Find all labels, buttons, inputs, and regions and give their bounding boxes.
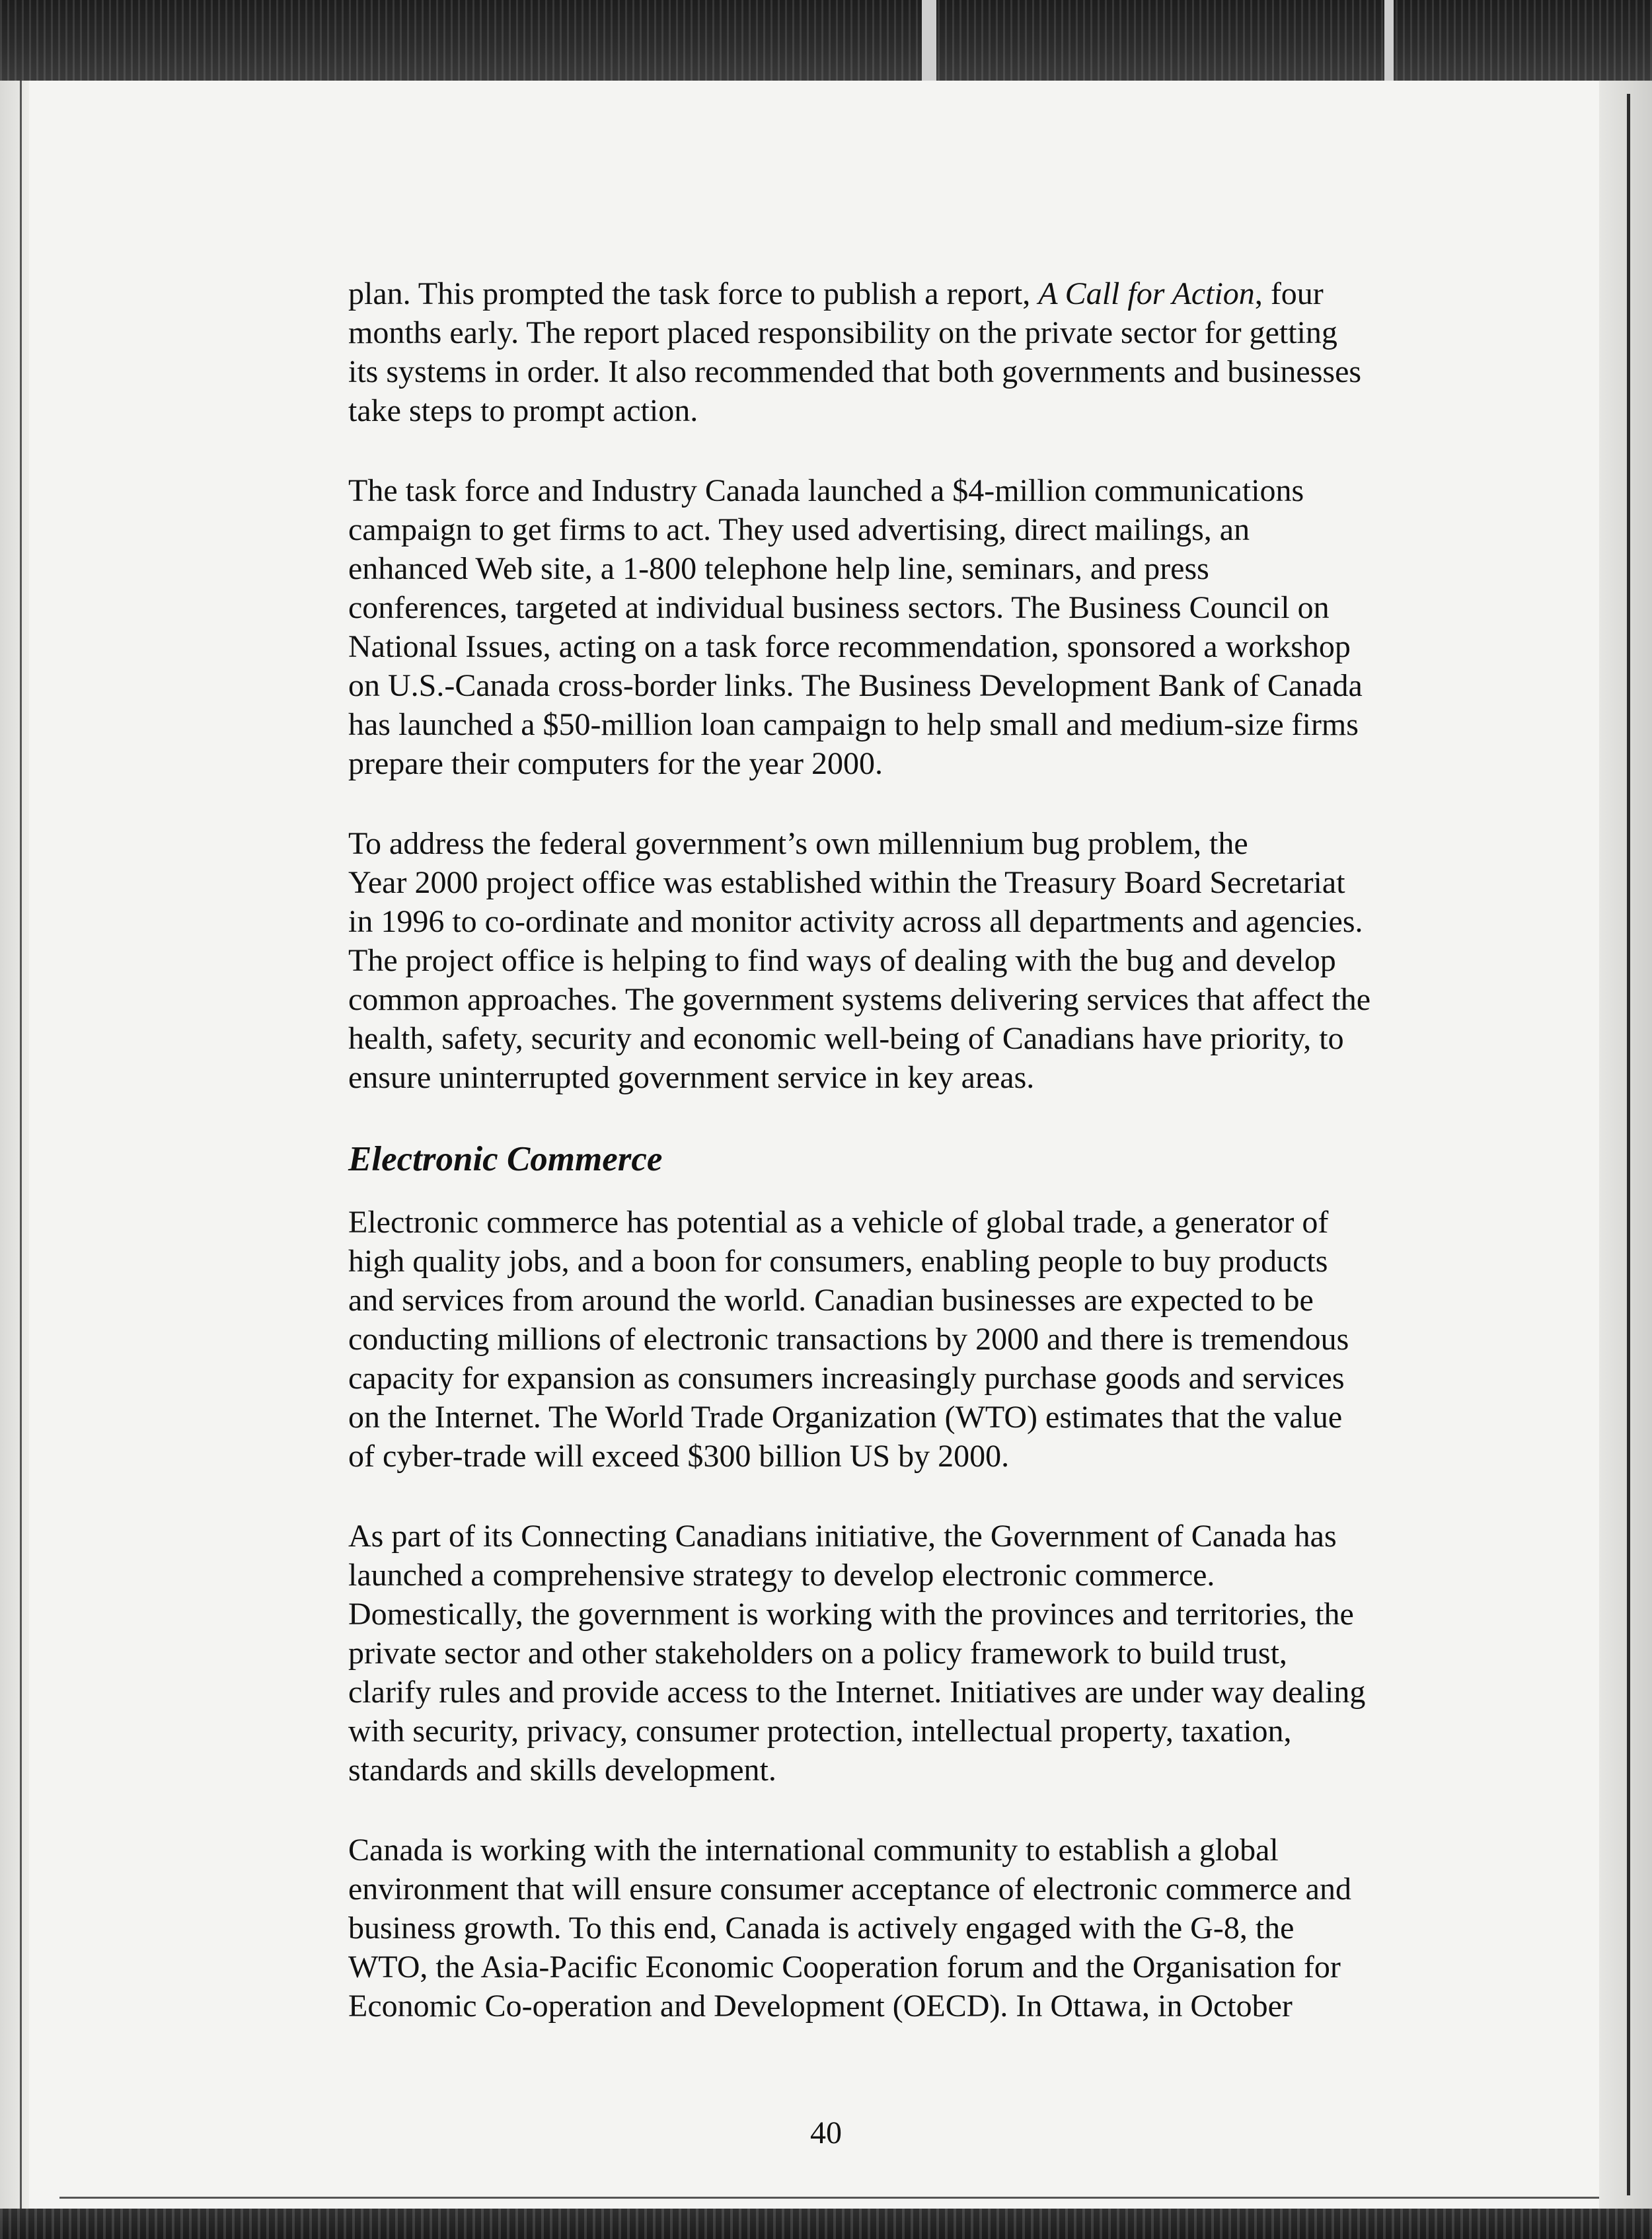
scan-top-border [0,0,1652,81]
text-line: As part of its Connecting Canadians initiative, the Government of Canada has [348,1519,1337,1554]
text-line: its systems in order. It also recommended that both governments and businesses [348,354,1362,389]
text-line: enhanced Web site, a 1-800 telephone help line, seminars, and press [348,551,1209,586]
text-line: Electronic commerce has potential as a vehicle of global trade, a generator of [348,1205,1329,1240]
text-line: business growth. To this end, Canada is actively engaged with the G-8, the [348,1911,1295,1946]
text-line: WTO, the Asia-Pacific Economic Cooperation forum and the Organisation for [348,1950,1341,1985]
paragraph [348,1831,1439,2026]
scan-top-gap [1384,0,1394,81]
text-line: The task force and Industry Canada launched a $4-million communications [348,473,1304,508]
scan-left-border [0,81,29,2209]
text-segment: , four [1254,276,1324,311]
page-number: 40 [810,2115,842,2150]
text-line: The project office is helping to find ways of dealing with the bug and develop [348,943,1336,978]
scan-left-line [20,81,22,2209]
text-line: common approaches. The government systems delivering services that affect the [348,982,1371,1017]
text-line: and services from around the world. Canadian businesses are expected to be [348,1283,1314,1318]
text-line: Year 2000 project office was established within the Treasury Board Secretariat [348,865,1345,900]
text-line: launched a comprehensive strategy to develop electronic commerce. [348,1558,1215,1593]
paragraph [348,1517,1439,1790]
text-line: standards and skills development. [348,1753,776,1788]
text-line: take steps to prompt action. [348,393,698,428]
text-line [348,274,1439,313]
page-bottom-rule [59,2197,1599,2199]
text-line: Domestically, the government is working with the provinces and territories, the [348,1597,1354,1632]
text-line: Canada is working with the international community to establish a global [348,1833,1279,1868]
text-line: private sector and other stakeholders on a policy framework to build trust, [348,1636,1287,1671]
text-line: clarify rules and provide access to the Internet. Initiatives are under way dealing [348,1675,1366,1710]
document-body [348,274,1439,2067]
section-heading: Electronic Commerce [348,1140,663,1178]
text-line: environment that will ensure consumer acceptance of electronic commerce and [348,1872,1351,1907]
paragraph [348,274,1439,430]
text-line: health, safety, security and economic well-being of Canadians have priority, to [348,1021,1344,1056]
text-line: months early. The report placed responsibility on the private sector for getting [348,315,1337,350]
text-line: of cyber-trade will exceed $300 billion US by 2000. [348,1439,1010,1474]
text-line: prepare their computers for the year 2000. [348,746,883,781]
text-line: Economic Co-operation and Development (OECD). In Ottawa, in October [348,1989,1293,2024]
text-line: on U.S.-Canada cross-border links. The Business Development Bank of Canada [348,668,1363,703]
text-line: National Issues, acting on a task force recommendation, sponsored a workshop [348,629,1351,664]
text-line: To address the federal government’s own millennium bug problem, the [348,826,1248,861]
text-line: has launched a $50-million loan campaign to help small and medium-size firms [348,707,1359,742]
paragraph [348,471,1439,783]
scan-right-border [1599,81,1652,2209]
paragraph [348,1203,1439,1476]
paragraph [348,824,1439,1097]
text-line: conducting millions of electronic transactions by 2000 and there is tremendous [348,1322,1349,1357]
report-title: A Call for Action [1038,276,1255,311]
scan-top-gap [922,0,936,81]
text-line: high quality jobs, and a boon for consumers, enabling people to buy products [348,1244,1328,1279]
text-line: ensure uninterrupted government service in key areas. [348,1060,1035,1095]
text-line: in 1996 to co-ordinate and monitor activity across all departments and agencies. [348,904,1363,939]
text-line: conferences, targeted at individual business sectors. The Business Council on [348,590,1330,625]
text-line: campaign to get firms to act. They used advertising, direct mailings, an [348,512,1250,547]
text-line: with security, privacy, consumer protection, intellectual property, taxation, [348,1714,1292,1749]
scan-right-line [1627,94,1630,2195]
scan-bottom-border [0,2209,1652,2239]
text-segment: plan. This prompted the task force to publish a report, [348,276,1039,311]
text-line: capacity for expansion as consumers increasingly purchase goods and services [348,1361,1345,1396]
text-line: on the Internet. The World Trade Organization (WTO) estimates that the value [348,1400,1343,1435]
